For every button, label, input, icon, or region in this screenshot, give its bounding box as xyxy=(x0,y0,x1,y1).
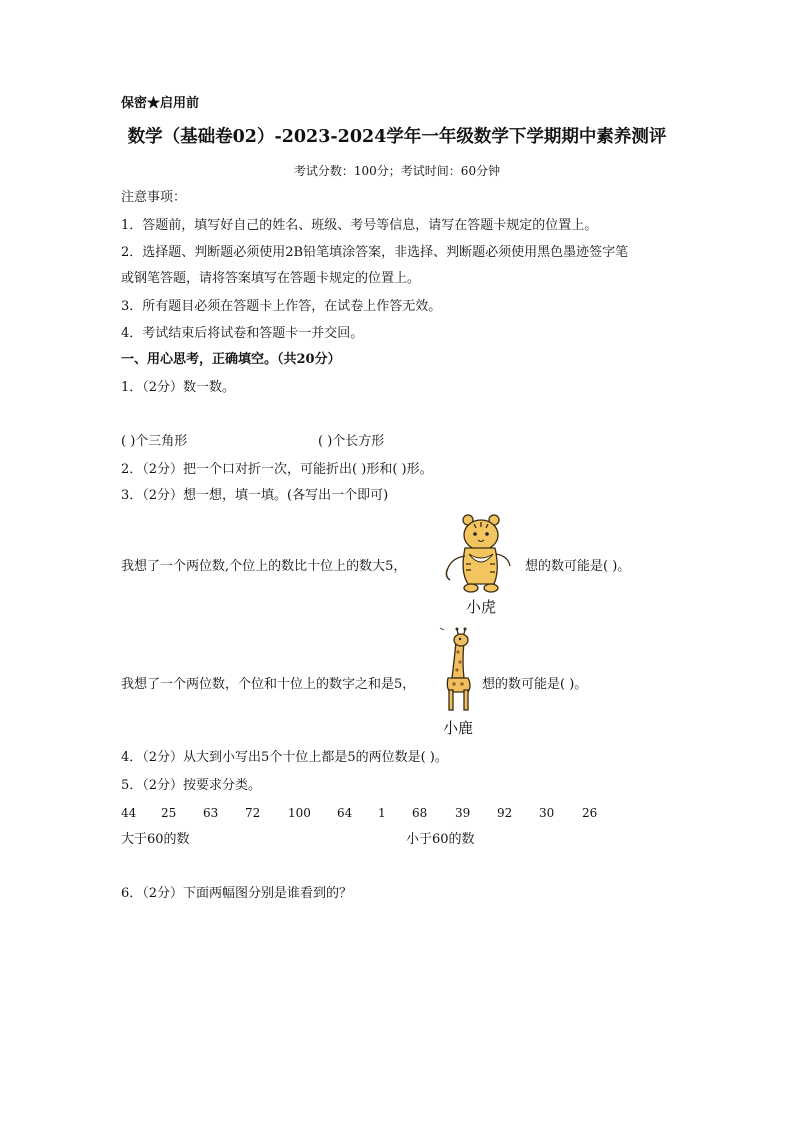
question-5: 5．（2分）按要求分类。 xyxy=(121,778,262,793)
confidential-label: 保密★启用前 xyxy=(121,96,200,111)
question-3: 3．（2分）想一想，填一填。(各写出一个即可) xyxy=(121,488,389,503)
number-item: 1 xyxy=(378,806,386,820)
question-3-deer-statement: 我想了一个两位数，个位和十位上的数字之和是5， xyxy=(121,677,416,692)
question-2: 2．（2分）把一个口对折一次，可能折出( )形和( )形。 xyxy=(121,462,433,477)
notice-item-1: 1．答题前，填写好自己的姓名、班级、考号等信息，请写在答题卡规定的位置上。 xyxy=(121,218,598,233)
notice-item-4: 4．考试结束后将试卷和答题卡一并交回。 xyxy=(121,326,364,341)
notice-item-2: 2．选择题、判断题必须使用2B铅笔填涂答案，非选择、判断题必须使用黑色墨迹签字笔 xyxy=(121,245,629,260)
question-5-less-label: 小于60的数 xyxy=(406,832,475,847)
number-item: 72 xyxy=(245,806,261,820)
tiger-caption: 小虎 xyxy=(466,598,497,616)
number-item: 64 xyxy=(337,806,353,820)
notice-heading: 注意事项： xyxy=(121,190,187,205)
question-1-blank-rectangles: ( )个长方形 xyxy=(318,434,385,449)
question-4: 4．（2分）从大到小写出5个十位上都是5的两位数是( )。 xyxy=(121,750,448,765)
notice-item-2-cont: 或钢笔答题，请将答案填写在答题卡规定的位置上。 xyxy=(121,271,421,286)
number-item: 30 xyxy=(539,806,555,820)
question-3-tiger-answer: 想的数可能是( )。 xyxy=(525,559,631,574)
tiger-cartoon-icon xyxy=(438,512,518,594)
number-item: 63 xyxy=(203,806,219,820)
number-item: 26 xyxy=(582,806,598,820)
question-3-tiger-statement: 我想了一个两位数,个位上的数比十位上的数大5， xyxy=(121,559,407,574)
question-1-blank-triangles: ( )个三角形 xyxy=(121,434,188,449)
question-5-greater-label: 大于60的数 xyxy=(121,832,190,847)
exam-subtitle: 考试分数：100分；考试时间：60分钟 xyxy=(293,164,501,178)
number-item: 92 xyxy=(497,806,513,820)
number-item: 68 xyxy=(412,806,428,820)
number-item: 44 xyxy=(121,806,137,820)
notice-item-3: 3．所有题目必须在答题卡上作答，在试卷上作答无效。 xyxy=(121,299,442,314)
question-6: 6．（2分）下面两幅图分别是谁看到的？ xyxy=(121,886,353,901)
question-3-deer-answer: 想的数可能是( )。 xyxy=(482,677,588,692)
number-item: 25 xyxy=(161,806,177,820)
question-1: 1．（2分）数一数。 xyxy=(121,380,236,395)
number-item: 100 xyxy=(288,806,311,820)
number-item: 39 xyxy=(455,806,471,820)
exam-title: 数学（基础卷02）-2023-2024学年一年级数学下学期期中素养测评 xyxy=(127,127,667,147)
deer-cartoon-icon xyxy=(434,626,480,714)
section-1-heading: 一、用心思考，正确填空。（共20分） xyxy=(121,352,341,367)
deer-caption: 小鹿 xyxy=(443,719,474,737)
